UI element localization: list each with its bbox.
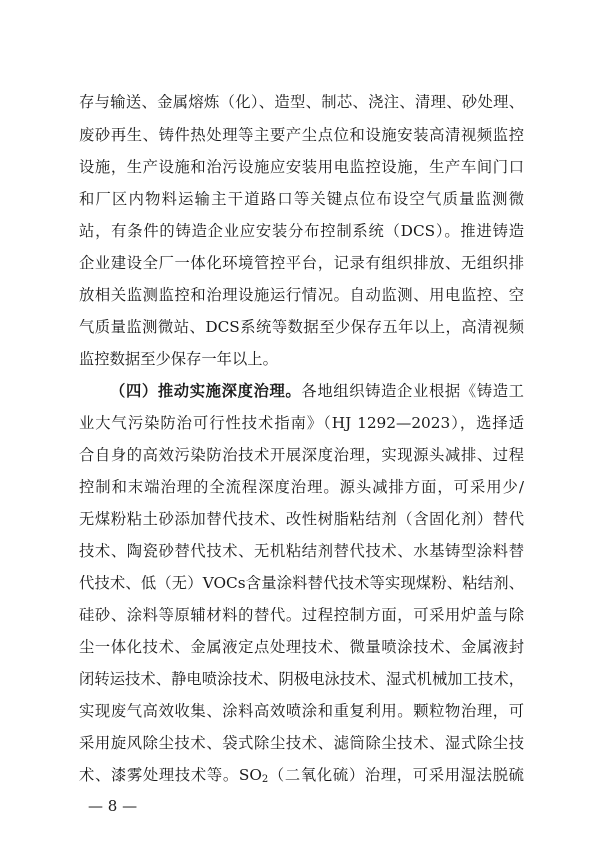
body-line: 业大气污染防治可行性技术指南》（HJ 1292—2023），选择适 xyxy=(79,414,524,432)
body-line: 无煤粉粘土砂添加替代技术、改性树脂粘结剂（含固化剂）替代 xyxy=(79,510,524,528)
body-line-so2 xyxy=(79,765,524,785)
heading-continuation: 各地组织铸造企业根据《铸造工 xyxy=(301,382,524,400)
so2-symbol: SO xyxy=(238,766,262,784)
body-line: 存与输送、金属熔炼（化）、造型、制芯、浇注、清理、砂处理、 xyxy=(79,93,524,111)
page-number: — 8 — xyxy=(88,797,138,815)
body-text: （二氧化硫）治理，可采用湿法脱硫 xyxy=(268,766,524,784)
body-line: 放相关监测监控和治理设施运行情况。自动监测、用电监控、空 xyxy=(79,286,524,304)
body-line: 闭转运技术、静电喷涂技术、阴极电泳技术、湿式机械加工技术， xyxy=(79,670,524,688)
body-line: 气质量监测微站、DCS系统等数据至少保存五年以上，高清视频 xyxy=(79,318,524,336)
body-line: 代技术、低（无）VOCs含量涂料替代技术等实现煤粉、粘结剂、 xyxy=(79,574,524,592)
so2-subscript: 2 xyxy=(261,774,269,785)
body-line: 废砂再生、铸件热处理等主要产尘点位和设施安装高清视频监控 xyxy=(79,126,524,144)
body-text: 术、漆雾处理技术等。 xyxy=(79,766,239,784)
body-line: 尘一体化技术、金属液定点处理技术、微量喷涂技术、金属液封 xyxy=(79,638,524,656)
body-line: 监控数据至少保存一年以上。 xyxy=(79,350,278,368)
body-line: 合自身的高效污染防治技术开展深度治理，实现源头减排、过程 xyxy=(79,446,524,464)
body-line: 控制和末端治理的全流程深度治理。源头减排方面，可采用少/ xyxy=(79,478,524,496)
section-heading: （四）推动实施深度治理。 xyxy=(110,382,302,400)
body-line: 和厂区内物料运输主干道路口等关键点位布设空气质量监测微 xyxy=(79,190,524,208)
body-line: 采用旋风除尘技术、袋式除尘技术、滤筒除尘技术、湿式除尘技 xyxy=(79,734,524,752)
body-line: 硅砂、涂料等原辅材料的替代。过程控制方面，可采用炉盖与除 xyxy=(79,606,524,624)
body-line: 实现废气高效收集、涂料高效喷涂和重复利用。颗粒物治理，可 xyxy=(79,702,524,720)
body-line: 技术、陶瓷砂替代技术、无机粘结剂替代技术、水基铸型涂料替 xyxy=(79,542,524,560)
so2-formula xyxy=(239,766,268,784)
body-line: 设施，生产设施和治污设施应安装用电监控设施，生产车间门口 xyxy=(79,158,524,176)
body-line: 站，有条件的铸造企业应安装分布控制系统（DCS）。推进铸造 xyxy=(79,222,524,240)
section-heading-line xyxy=(110,381,524,401)
body-line: 企业建设全厂一体化环境管控平台，记录有组织排放、无组织排 xyxy=(79,254,524,272)
